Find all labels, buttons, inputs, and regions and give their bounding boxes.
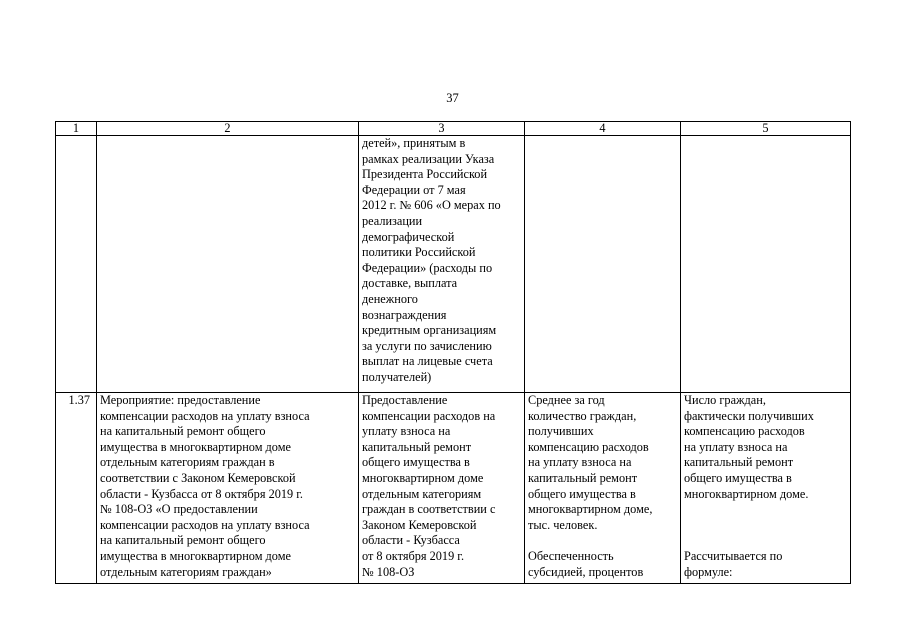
text-line: на уплату взноса на <box>528 455 632 470</box>
text-line: граждан в соответствии с <box>362 502 496 517</box>
text-line: области - Кузбасса <box>362 533 460 548</box>
column-number-4: 4 <box>525 122 681 136</box>
text-line: компенсации расходов на уплату взноса <box>100 408 310 423</box>
text-line: компенсации расходов на <box>362 408 496 423</box>
text-line: кредитным организациям <box>362 323 497 338</box>
text-line: капитальный ремонт <box>362 439 472 454</box>
text-line: капитальный ремонт <box>528 470 638 485</box>
indicator-cell <box>525 136 681 393</box>
text-line: денежного <box>362 291 418 306</box>
text-line: Число граждан, <box>684 393 766 407</box>
text-line: многоквартирном доме <box>362 470 484 485</box>
text-line: капитальный ремонт <box>684 455 794 470</box>
text-line: Федерации от 7 мая <box>362 182 466 197</box>
text-line: многоквартирном доме, <box>528 502 653 517</box>
row-number-cell <box>56 136 97 393</box>
text-line: тыс. человек. <box>528 517 598 532</box>
text-line: субсидией, процентов <box>528 564 644 579</box>
text-line: на капитальный ремонт общего <box>100 424 266 439</box>
text-line: за услуги по зачислению <box>362 338 492 353</box>
method-cell <box>681 393 851 584</box>
text-line: Обеспеченность <box>528 548 614 563</box>
text-line: многоквартирном доме. <box>684 486 809 501</box>
text-line: 2012 г. № 606 «О мерах по <box>362 198 501 213</box>
text-line: Законом Кемеровской <box>362 517 477 532</box>
column-number-3: 3 <box>359 122 525 136</box>
text-line: от 8 октября 2019 г. <box>362 548 465 563</box>
text-line: отдельным категориям граждан» <box>100 564 272 579</box>
text-line: вознаграждения <box>362 307 447 322</box>
text-line: общего имущества в <box>362 455 470 470</box>
text-line: Среднее за год <box>528 393 605 407</box>
text-line: общего имущества в <box>528 486 636 501</box>
text-line: общего имущества в <box>684 470 792 485</box>
text-line: имущества в многоквартирном доме <box>100 548 291 563</box>
text-line: формуле: <box>684 564 733 579</box>
text-line: компенсацию расходов <box>684 424 805 439</box>
indicator-cell <box>525 393 681 584</box>
text-line: Мероприятие: предоставление <box>100 393 261 407</box>
method-cell <box>681 136 851 393</box>
page-number: 37 <box>446 91 459 105</box>
text-line: уплату взноса на <box>362 424 451 439</box>
text-line: доставке, выплата <box>362 276 458 291</box>
text-line: области - Кузбасса от 8 октября 2019 г. <box>100 486 303 501</box>
text-line: Федерации» (расходы по <box>362 260 493 275</box>
text-line: демографической <box>362 229 455 244</box>
text-line: реализации <box>362 213 423 228</box>
text-line: отдельным категориям граждан в <box>100 455 275 470</box>
description-cell <box>359 393 525 584</box>
text-line: политики Российской <box>362 245 476 260</box>
table-header-row <box>56 122 851 136</box>
method-text-a <box>684 393 847 502</box>
description-cell <box>359 136 525 393</box>
column-number-1: 1 <box>56 122 97 136</box>
column-number-2: 2 <box>97 122 359 136</box>
text-line: рамках реализации Указа <box>362 151 495 166</box>
column-number-5: 5 <box>681 122 851 136</box>
text-line: № 108-ОЗ <box>362 564 415 579</box>
measures-table <box>55 121 851 584</box>
text-line: № 108-ОЗ «О предоставлении <box>100 502 258 517</box>
measure-cell <box>97 136 359 393</box>
method-text-b <box>684 549 847 580</box>
text-line: на капитальный ремонт общего <box>100 533 266 548</box>
text-line: на уплату взноса на <box>684 439 788 454</box>
text-line: Рассчитывается по <box>684 548 783 563</box>
text-line: получателей) <box>362 369 432 384</box>
text-line: компенсацию расходов <box>528 439 649 454</box>
text-line: фактически получивших <box>684 408 814 423</box>
text-line: детей», принятым в <box>362 136 466 150</box>
text-line: соответствии с Законом Кемеровской <box>100 470 296 485</box>
text-line: Президента Российской <box>362 167 488 182</box>
row-number-cell: 1.37 <box>56 393 97 584</box>
text-line: имущества в многоквартирном доме <box>100 439 291 454</box>
measure-cell <box>97 393 359 584</box>
text-line: отдельным категориям <box>362 486 482 501</box>
table-row <box>56 136 851 393</box>
indicator-text-a <box>528 393 677 533</box>
text-line: количество граждан, <box>528 408 637 423</box>
text-line: выплат на лицевые счета <box>362 354 493 369</box>
text-line: Предоставление <box>362 393 448 407</box>
text-line: компенсации расходов на уплату взноса <box>100 517 310 532</box>
indicator-text-b <box>528 549 677 580</box>
table-row <box>56 393 851 584</box>
text-line: получивших <box>528 424 594 439</box>
